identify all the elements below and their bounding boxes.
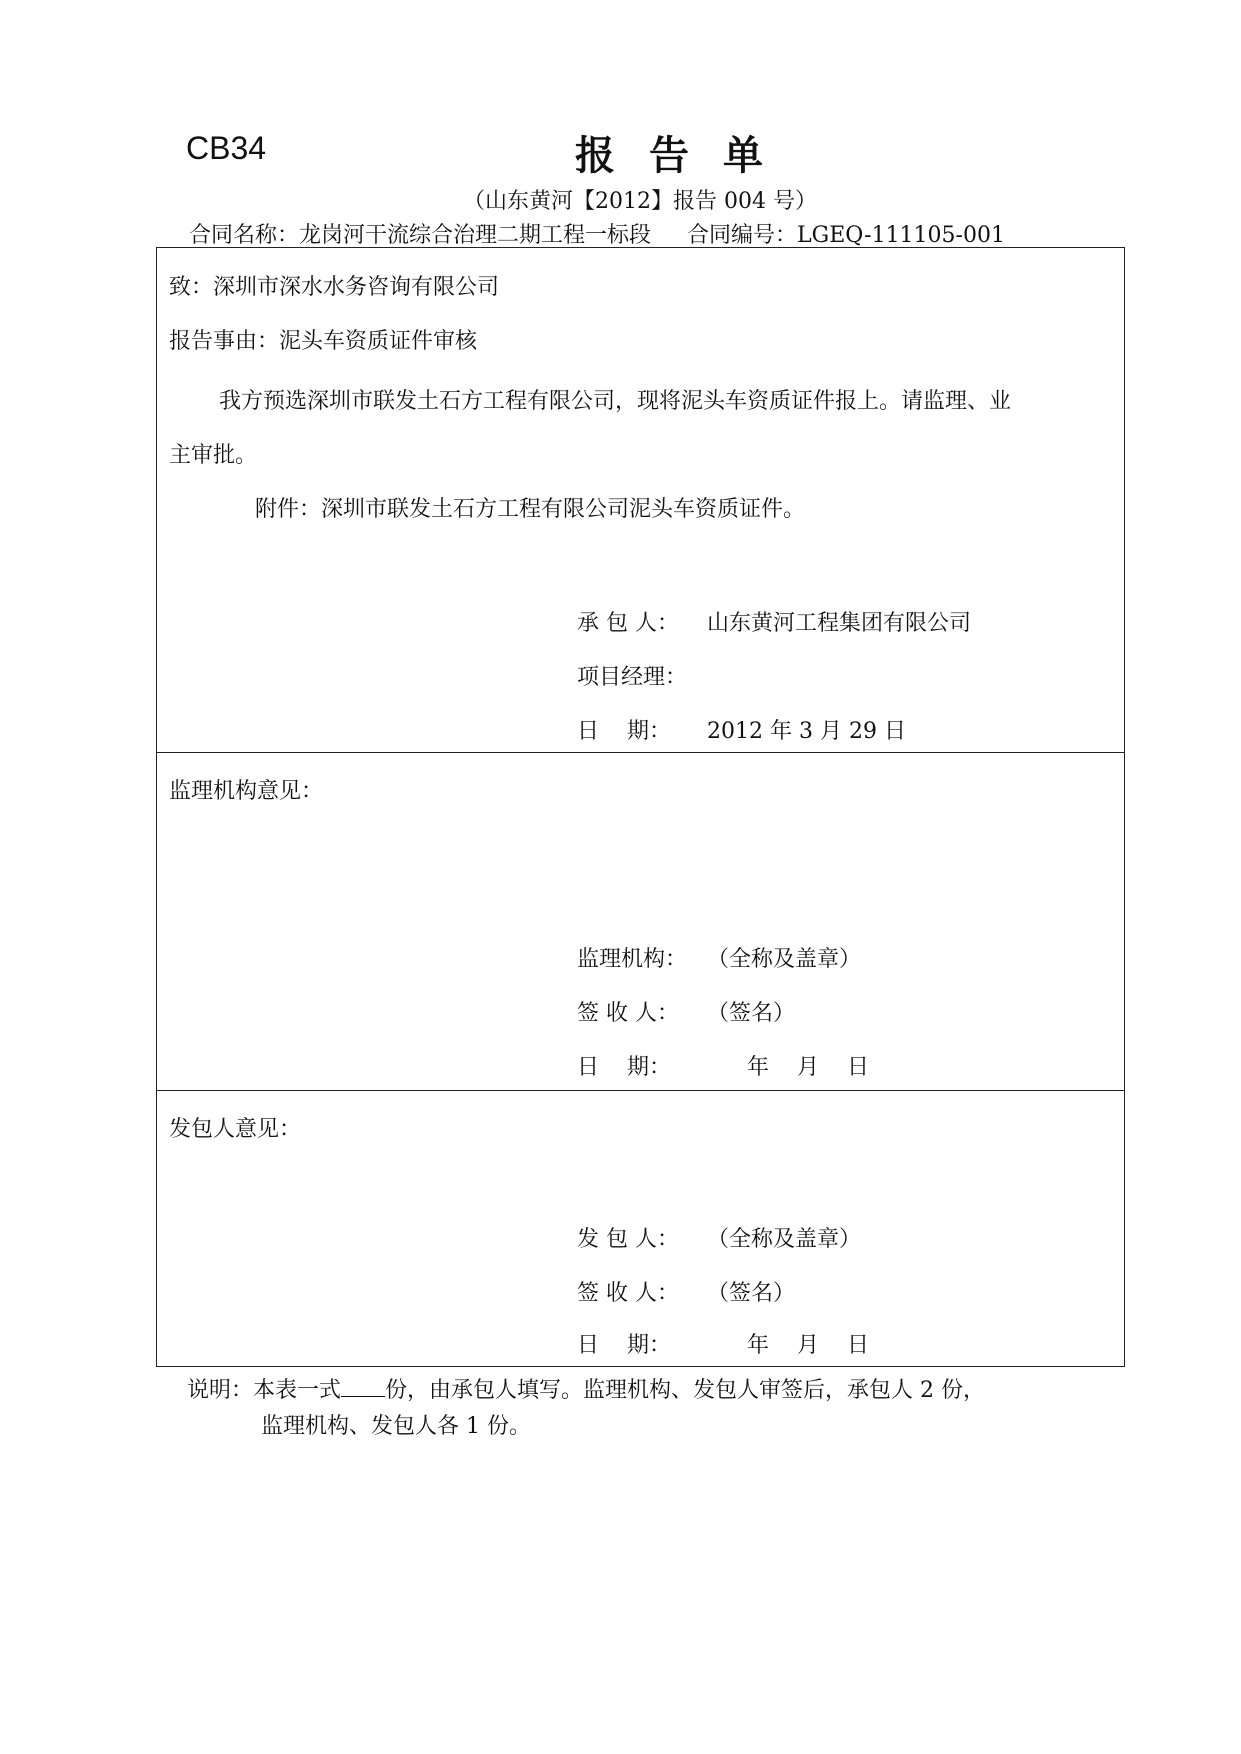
date-value: 2012 年 3 月 29 日 — [707, 719, 906, 744]
attachment-line: 附件：深圳市联发土石方工程有限公司泥头车资质证件。 — [255, 497, 806, 522]
supervisor-signer-value: （签名） — [707, 1001, 796, 1026]
supervisor-date-row — [577, 1050, 869, 1081]
footnote — [187, 1373, 985, 1445]
project-manager-label: 项目经理： — [577, 665, 688, 690]
contract-no-label: 合同编号： — [687, 223, 798, 248]
project-manager-row — [577, 660, 707, 691]
supervisor-signer-label: 签 收 人： — [577, 1001, 679, 1026]
document-title: 报告单 — [575, 132, 797, 179]
employer-date-value: 年 月 日 — [747, 1333, 869, 1358]
form-code: CB34 — [186, 130, 267, 166]
contractor-label: 承 包 人： — [577, 611, 679, 636]
supervisor-opinion-heading: 监理机构意见： — [169, 779, 324, 804]
supervisor-date-value: 年 月 日 — [747, 1055, 869, 1080]
supervisor-signer-row — [577, 996, 795, 1027]
employer-opinion-heading: 发包人意见： — [169, 1117, 302, 1142]
report-subject: 报告事由：泥头车资质证件审核 — [169, 329, 478, 354]
addressee: 致：深圳市深水水务咨询有限公司 — [169, 275, 500, 300]
date-row — [577, 714, 906, 745]
employer-value: （全称及盖章） — [707, 1227, 862, 1252]
employer-signer-label: 签 收 人： — [577, 1281, 679, 1306]
footnote-suffix: 份，由承包人填写。监理机构、发包人审签后，承包人 2 份， — [385, 1378, 986, 1403]
copies-blank — [341, 1378, 385, 1397]
document-number: （山东黄河【2012】报告 004 号） — [463, 189, 817, 214]
employer-date-row — [577, 1328, 869, 1359]
contract-no: LGEQ-111105-001 — [797, 223, 1005, 248]
employer-opinion-section — [157, 1090, 1124, 1366]
employer-label: 发 包 人： — [577, 1227, 679, 1252]
contract-name: 龙岗河干流综合治理二期工程一标段 — [299, 223, 652, 248]
supervisor-org-value: （全称及盖章） — [707, 947, 862, 972]
footnote-line: 监理机构、发包人各 1 份。 — [261, 1414, 531, 1439]
contract-name-label: 合同名称： — [189, 223, 300, 248]
supervisor-date-label: 日 期： — [577, 1055, 671, 1080]
report-body-line: 我方预选深圳市联发土石方工程有限公司，现将泥头车资质证件报上。请监理、业 — [219, 389, 1012, 414]
supervisor-opinion-section — [157, 752, 1124, 1091]
employer-row — [577, 1222, 861, 1253]
supervisor-org-label: 监理机构： — [577, 947, 688, 972]
contract-info-row — [189, 218, 1005, 249]
footnote-line — [187, 1373, 985, 1409]
report-body-line: 主审批。 — [169, 443, 258, 468]
footnote-prefix: 说明：本表一式 — [187, 1378, 342, 1403]
employer-signer-value: （签名） — [707, 1281, 796, 1306]
contractor-value: 山东黄河工程集团有限公司 — [707, 611, 972, 636]
employer-date-label: 日 期： — [577, 1333, 671, 1358]
contractor-row — [577, 606, 971, 637]
date-label: 日 期： — [577, 719, 671, 744]
report-form-table — [156, 247, 1125, 1367]
employer-signer-row — [577, 1276, 795, 1307]
supervisor-org-row — [577, 942, 861, 973]
report-section — [157, 248, 1124, 753]
